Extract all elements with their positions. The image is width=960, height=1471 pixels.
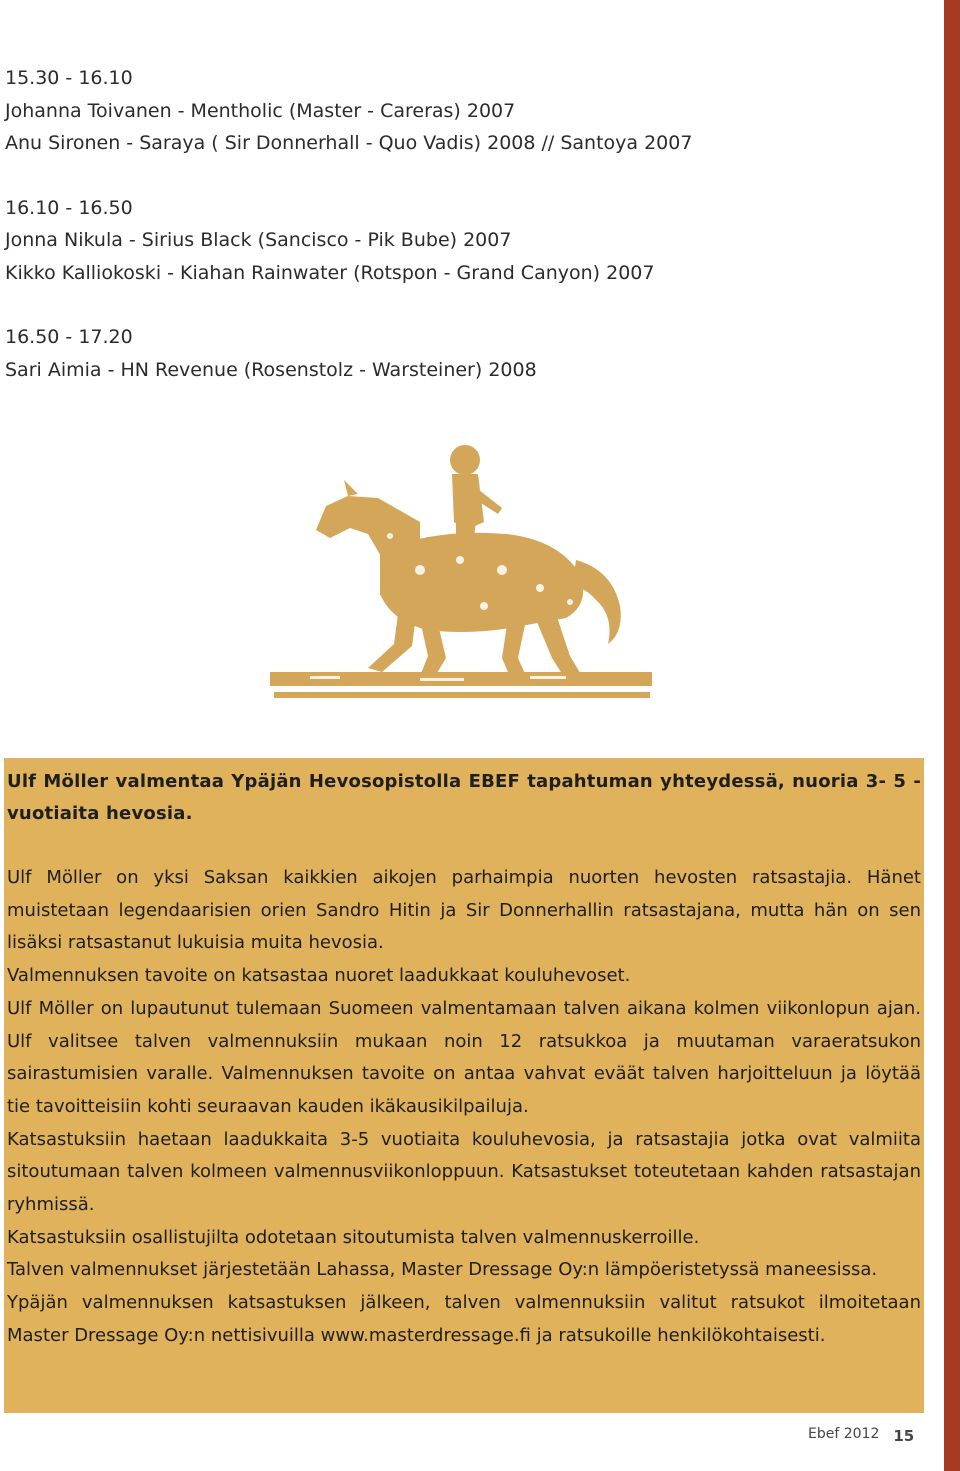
- info-paragraph: Talven valmennukset järjestetään Lahassa, Master Dressage Oy:n lämpöeristetyssä maneesissa.: [7, 1259, 878, 1281]
- info-paragraph: Ypäjän valmennuksen katsastuksen jälkeen, talven valmennuksiin valitut ratsukot ilmoitetaan Master Dressage Oy:n nettisivuilla www.masterdressage.fi ja ratsukoille henkilökohtaisesti.: [7, 1292, 921, 1346]
- page-number: 15: [893, 1427, 915, 1445]
- schedule-group: [5, 321, 805, 386]
- page-edge-bar: [944, 0, 960, 1471]
- schedule-group: [5, 192, 805, 290]
- schedule-time: 16.50 - 17.20: [5, 326, 133, 348]
- info-heading: Ulf Möller valmentaa Ypäjän Hevosopistolla EBEF tapahtuman yhteydessä, nuoria 3- 5 -vuotiaita hevosia.: [7, 771, 921, 824]
- page-footer: [808, 1424, 915, 1445]
- schedule-entry: Jonna Nikula - Sirius Black (Sancisco - Pik Bube) 2007: [5, 229, 512, 251]
- schedule: [5, 62, 805, 418]
- schedule-entry: Sari Aimia - HN Revenue (Rosenstolz - Warsteiner) 2008: [5, 358, 537, 381]
- publication-name: Ebef 2012: [808, 1426, 880, 1442]
- info-paragraph: Ulf Möller on yksi Saksan kaikkien aikojen parhaimpia nuorten hevosten ratsastajia. Hänet muistetaan legendaarisien orien Sandro Hitin ja Sir Donnerhallin ratsastajana, mutta hän on sen lisäksi ratsastanut lukuisia muita hevosia.: [7, 867, 921, 954]
- schedule-time: 15.30 - 16.10: [5, 67, 133, 89]
- info-paragraph: Ulf Möller on lupautunut tulemaan Suomeen valmentamaan talven aikana kolmen viikonlopun ajan. Ulf valitsee talven valmennuksiin mukaan noin 12 ratsukkoa ja muutaman varaeratsukon sairastumisien varalle. Valmennuksen tavoite on antaa vahvat eväät talven harjoitteluun ja löytää tie tavoitteisiin kohti seuraavan kauden ikäkausikilpailuja.: [7, 997, 921, 1117]
- info-paragraph: Katsastuksiin osallistujilta odotetaan sitoutumista talven valmennuskerroille.: [7, 1226, 700, 1248]
- schedule-entry: Johanna Toivanen - Mentholic (Master - Careras) 2007: [5, 99, 516, 122]
- schedule-time: 16.10 - 16.50: [5, 196, 133, 219]
- schedule-entry: Anu Sironen - Saraya ( Sir Donnerhall - Quo Vadis) 2008 // Santoya 2007: [5, 132, 693, 154]
- schedule-group: [5, 62, 805, 160]
- info-paragraph: Katsastuksiin haetaan laadukkaita 3-5 vuotiaita kouluhevosia, ja ratsastajia jotka ovat valmiita sitoutumaan talven kolmeen valmennusviikonloppuun. Katsastukset toteutetaan kahden ratsastajan ryhmissä.: [7, 1128, 921, 1216]
- schedule-entry: Kikko Kalliokoski - Kiahan Rainwater (Rotspon - Grand Canyon) 2007: [5, 261, 655, 284]
- info-box: [4, 758, 924, 1413]
- horse-and-rider-illustration: [270, 410, 652, 710]
- info-paragraph: Valmennuksen tavoite on katsastaa nuoret laadukkaat kouluhevoset.: [7, 965, 631, 987]
